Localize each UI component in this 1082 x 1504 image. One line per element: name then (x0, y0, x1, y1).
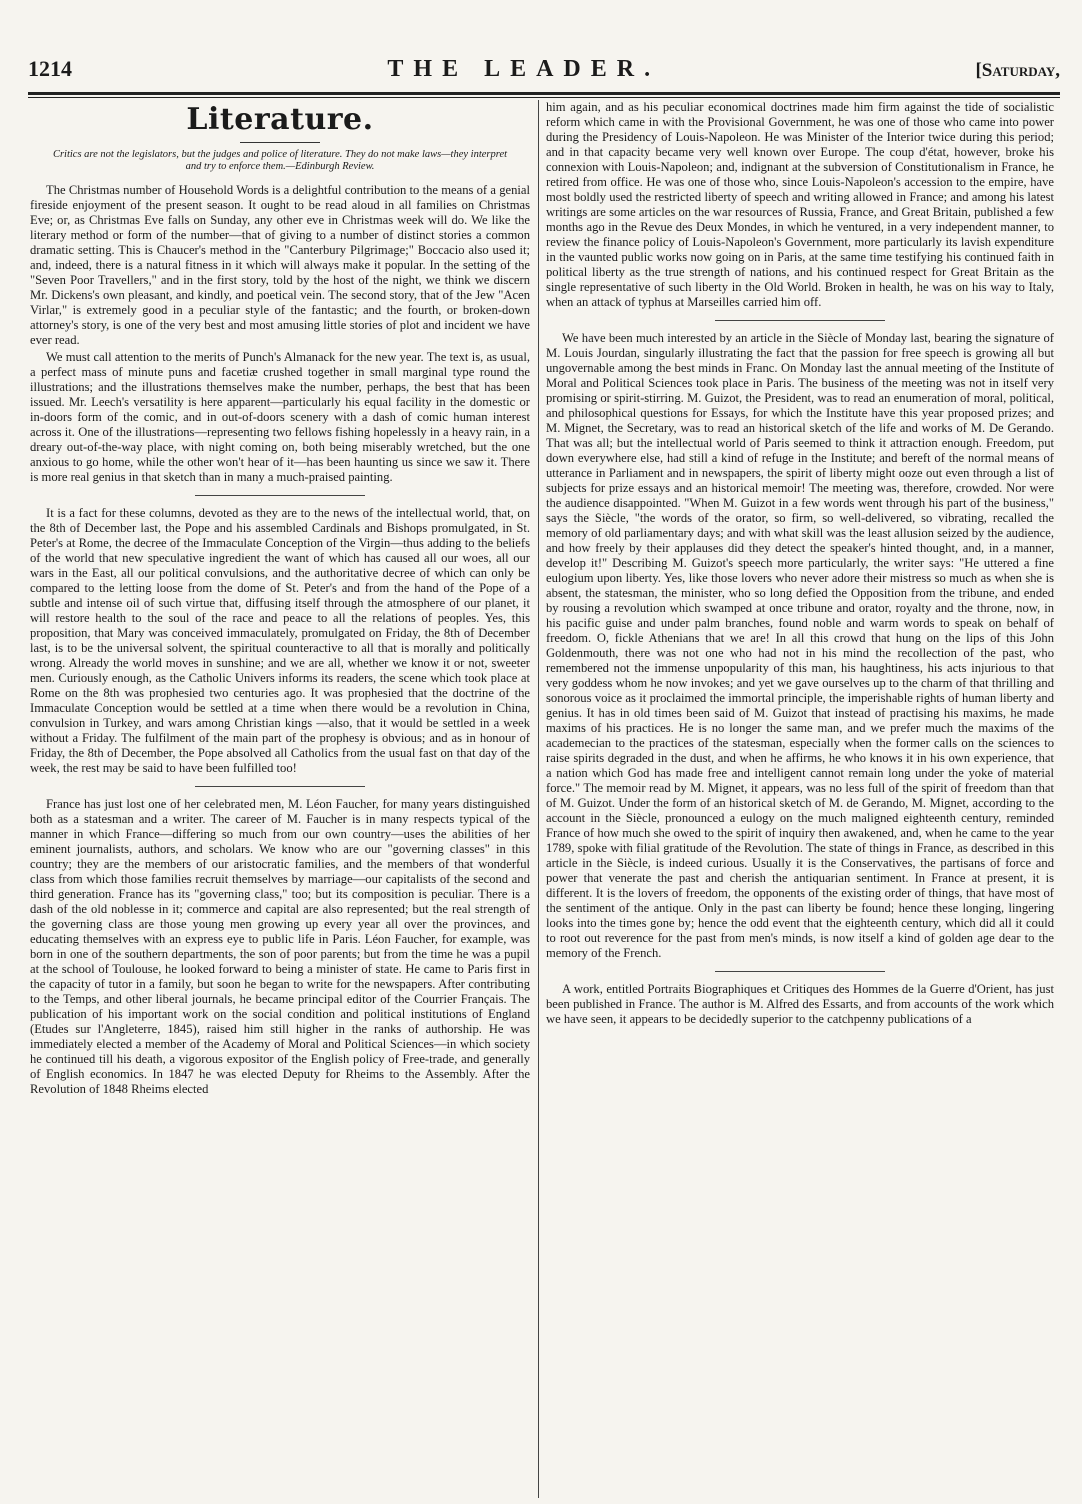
epigraph: Critics are not the legislators, but the judges and police of literature. They do not make laws—they interpret and try to enforce them.—Edinburgh Review. (52, 149, 508, 172)
masthead-rule-thick (28, 92, 1060, 95)
heading-rule (240, 142, 320, 143)
newspaper-title: THE LEADER. (387, 56, 661, 82)
article-punch-almanack: We must call attention to the merits of Punch's Almanack for the new year. The text is, as usual, a perfect mass of minute puns and facetiæ crushed together in small marginal type round the illustrations; and the illustrations themselves make the number, perhaps, the best that has been issued. Mr. Leech's versatility is here apparent—particularly his equal facility in the domestic or in-doors form of the comic, and in out-of-doors scenery with a dash of comic human interest across it. One of the illustrations—representing two fellows fishing hopelessly in a heavy rain, in a dreary out-of-the-way place, with night coming on, both being miserably wretched, but the one anxious to go home, while the other won't hear of it—has been haunting us since we saw it. There is more real genius in that sketch than in many a much-praised painting. (30, 350, 530, 484)
article-faucher-continued: him again, and as his peculiar economical doctrines made him firm against the tide of socialistic reform which came in with the Provisional Government, he was one of those who came into power during the Presidency of Louis-Napoleon. He was Minister of the Interior twice during this period; and in that capacity became very well known over Europe. The coup d'état, however, broke his connexion with Louis-Napoleon; and, indignant at the subversion of Constitutionalism in France, he retired from office. He was one of those who, since Louis-Napoleon's accession to the empire, have most boldly used the restricted liberty of speech and writing allowed in France; and among his latest writings are some articles on the war resources of Russia, France, and Great Britain, published a few months ago in the Revue des Deux Mondes, in which he ventured, in a very independent manner, to review the finance policy of Louis-Napoleon's Government, more particularly its lavish expenditure in the vaunted public works now going on in Paris, at the same time testifying his continued faith in political liberty as the true strength of nations, and his continued respect for Great Britain as the single representative of such liberty in the Old World. Broken in health, he was on his way to Italy, when an attack of typhus at Marseilles carried him off. (546, 100, 1054, 309)
article-leon-faucher: France has just lost one of her celebrated men, M. Léon Faucher, for many years distinguished both as a statesman and a writer. The career of M. Faucher is in many respects typical of the manner in which France—differing so much from our own country—uses the abilities of her eminent journalists, authors, and scholars. We know who are our "governing classes" in this country; they are the members of our aristocratic families, and the members of that wonderful class from which those families recruit themselves by marriage—our capitalists of the second and third generation. France has its "governing class," too; but its composition is peculiar. There is a dash of the old noblesse in it; commerce and capital are also represented; but the real strength of the governing class are those young men growing up every year all over the provinces, and educating themselves with an express eye to public life in Paris. Léon Faucher, for example, was born in one of the southern departments, the son of poor parents; but from the time he was a pupil at the school of Toulouse, he looked forward to being a minister of state. He came to Paris first in the capacity of tutor in a family, but soon he began to write for the newspapers. After contributing to the Temps, and other liberal journals, he became principal editor of the Courrier Français. The publication of his important work on the social condition and political institutions of England (Etudes sur l'Angleterre, 1845), raised him still higher in the ranks of authorship. He was immediately elected a member of the Academy of Moral and Political Sciences—in which society he continued till his death, a vigorous expositor of the English policy of Free-trade, and generally of English economics. In 1847 he was elected Deputy for Rheims to the Assembly. After the Revolution of 1848 Rheims elected (30, 797, 530, 1096)
article-separator (715, 971, 885, 972)
right-column (546, 100, 1054, 1498)
article-separator (195, 495, 365, 496)
article-institute-meeting: We have been much interested by an article in the Siècle of Monday last, bearing the signature of M. Louis Jourdan, singularly illustrating the fact that the passion for free speech is growing all but ungovernable among the best minds in Franc. On Monday last the annual meeting of the Institute of Moral and Political Sciences took place in Paris. The business of the meeting was not in itself very promising or spirit-stirring. M. Guizot, the President, was to read an enumeration of moral, political, and philosophical questions for Essays, for which the Institute have this year proposed prizes; and M. Mignet, the Secretary, was to read an historical sketch of the life and works of M. De Gerando. That was all; but the intellectual world of Paris seemed to think it attraction enough. Freedom, put down everywhere else, had still a kind of refuge in the Institute; and bereft of the normal means of utterance in Parliament and in newspapers, the spirit of liberty might ooze out even through a list of subjects for prize essays and an historical memoir! The meeting was, therefore, crowded. Nor were the audience disappointed. "When M. Guizot in a few words went through his part of the business," says the Siècle, "the words of the orator, so firm, so well-delivered, so vibrating, recalled the memory of old parliamentary days; and with what skill was the least allusion seized by the audience, and how freely by their applauses did they detect the speaker's hinted thought, and, in a manner, develop it!" Describing M. Guizot's speech more particularly, the writer says: "He uttered a fine eulogium upon liberty. Yes, like those lovers who never adore their mistress so much as when she is absent, the statesman, the minister, who so long defied the Opposition from the tribune, and ended by rousing a revolution which swamped at once tribune and orator, royalty and the throne, now, in his pacific guise and under palm branches, found noble and warm words to speak on behalf of freedom. O, fickle Athenians that we are! In all this crowd that hung on the lips of this John Goldenmouth, there was not one who had not in his mind the recollection of the past, who remembered not the immense unpopularity of this man, his haughtiness, his acts injurious to that very goddess whom he now invokes; and yet we gave ourselves up to the charm of that thrilling and sonorous voice as it proclaimed the immortal principle, the imperishable rights of human liberty and genius. It has in old times been said of M. Guizot that instead of practising his maxims, he made maxims of his practices. He is no longer the same man, and we prefer much the maxims of the academecian to the practices of the statesman, especially when the former calls on the sciences to raise spirits degraded in the dust, and when he affirms, he who knows it in his own experience, that a nation which God has made free and intelligent cannot remain long under the yoke of material force." The memoir read by M. Mignet, it appears, was no less full of the spirit of freedom than that of M. Guizot. Under the form of an historical sketch of M. de Gerando, M. Mignet, according to the account in the Siècle, pronounced a eulogy on the much maligned eighteenth century, reminded France of how much she owed to the spirit of inquiry then awakened, and, when he came to the year 1789, spoke with filial gratitude of the Revolution. The state of things in France, as described in this article in the Siècle, is indeed curious. Usually it is the Conservatives, the partisans of force and power that venerate the past and cherish the antiquarian sentiment. In France at present, it is different. It is the lovers of freedom, the opponents of the existing order of things, that have most of the sentiment of the antique. Only in the past can liberty be found; hence these longing, lingering looks into the times gone by; hence the odd event that the eighteenth century, which did all it could to root out reverence for the past from men's minds, is now itself a kind of golden age dear to the memory of the French. (546, 331, 1054, 960)
article-separator (195, 786, 365, 787)
article-household-words: The Christmas number of Household Words is a delightful contribution to the means of a genial fireside enjoyment of the present season. It ought to be read aloud in all families on Christmas Eve; or, as Christmas Eve falls on Sunday, any other eve in Christmas week will do. We like the literary method or form of the number—that of giving to a number of distinct stories a common dramatic setting. This is Chaucer's method in the "Canterbury Pilgrimage;" Boccacio also used it; and, indeed, there is a natural fitness in it which will always make it popular. In the setting of the "Seven Poor Travellers," and in the first story, told by the host of the night, we think we discern Mr. Dickens's own pleasant, and kindly, and poetical vein. The second story, that of the Jew "Acen Virlar," is extremely good in a peculiar style of the fantastic; and the fourth, or broken-down attorney's story, is one of the very best and most amusing little stories of plot and incident we have ever read. (30, 183, 530, 347)
masthead (28, 56, 1060, 88)
left-column (30, 100, 530, 1498)
column-divider (538, 100, 539, 1498)
article-immaculate-conception: It is a fact for these columns, devoted as they are to the news of the intellectual world, that, on the 8th of December last, the Pope and his assembled Cardinals and Bishops promulgated, in St. Peter's at Rome, the decree of the Immaculate Conception of the Virgin—thus adding to the beliefs of the world that new speculative ingredient the want of which has caused all our woes, all our wars in the East, all our political convulsions, and the authoritative decree of which can only be compared to the letting loose from the dome of St. Peter's and from the hand of the Pope of a subtle and intense oil of such virtue that, diffusing itself through the atmosphere of our planet, it will restore health to the soul of the race and peace to all the relations of peoples. Yes, this proposition, that Mary was conceived immaculately, promulgated on Friday, the 8th of December last, is to be the universal solvent, the spiritual counteractive to all that is morally and politically wrong. Already the world moves in sunshine; and we are all, whether we know it or not, sweeter men. Curiously enough, as the Catholic Univers informs its readers, the scene which took place at Rome on the 8th was prophesied two centuries ago. It was prophesied that the doctrine of the Immaculate Conception would be settled at a time when there would be a revolution in China, convulsion in Turkey, and wars among Christian kings —also, that it would be settled in a week without a Friday. The fulfilment of the main part of the prophesy is obvious; and as in honour of Friday, the 8th of December, the Pope absolved all Catholics from the usual fast on that day of the week, the rest may be said to have been fulfilled too! (30, 506, 530, 775)
masthead-rule-thin (28, 97, 1060, 98)
article-separator (715, 320, 885, 321)
article-portraits-biographiques: A work, entitled Portraits Biographiques et Critiques des Hommes de la Guerre d'Orient, has just been published in France. The author is M. Alfred des Essarts, and from accounts of the work which we have seen, it appears to be decidedly superior to the catchpenny publications of a (546, 982, 1054, 1026)
page-number: 1214 (28, 56, 72, 81)
issue-day: [Saturday, (975, 60, 1060, 81)
section-heading: Literature. (186, 102, 374, 137)
